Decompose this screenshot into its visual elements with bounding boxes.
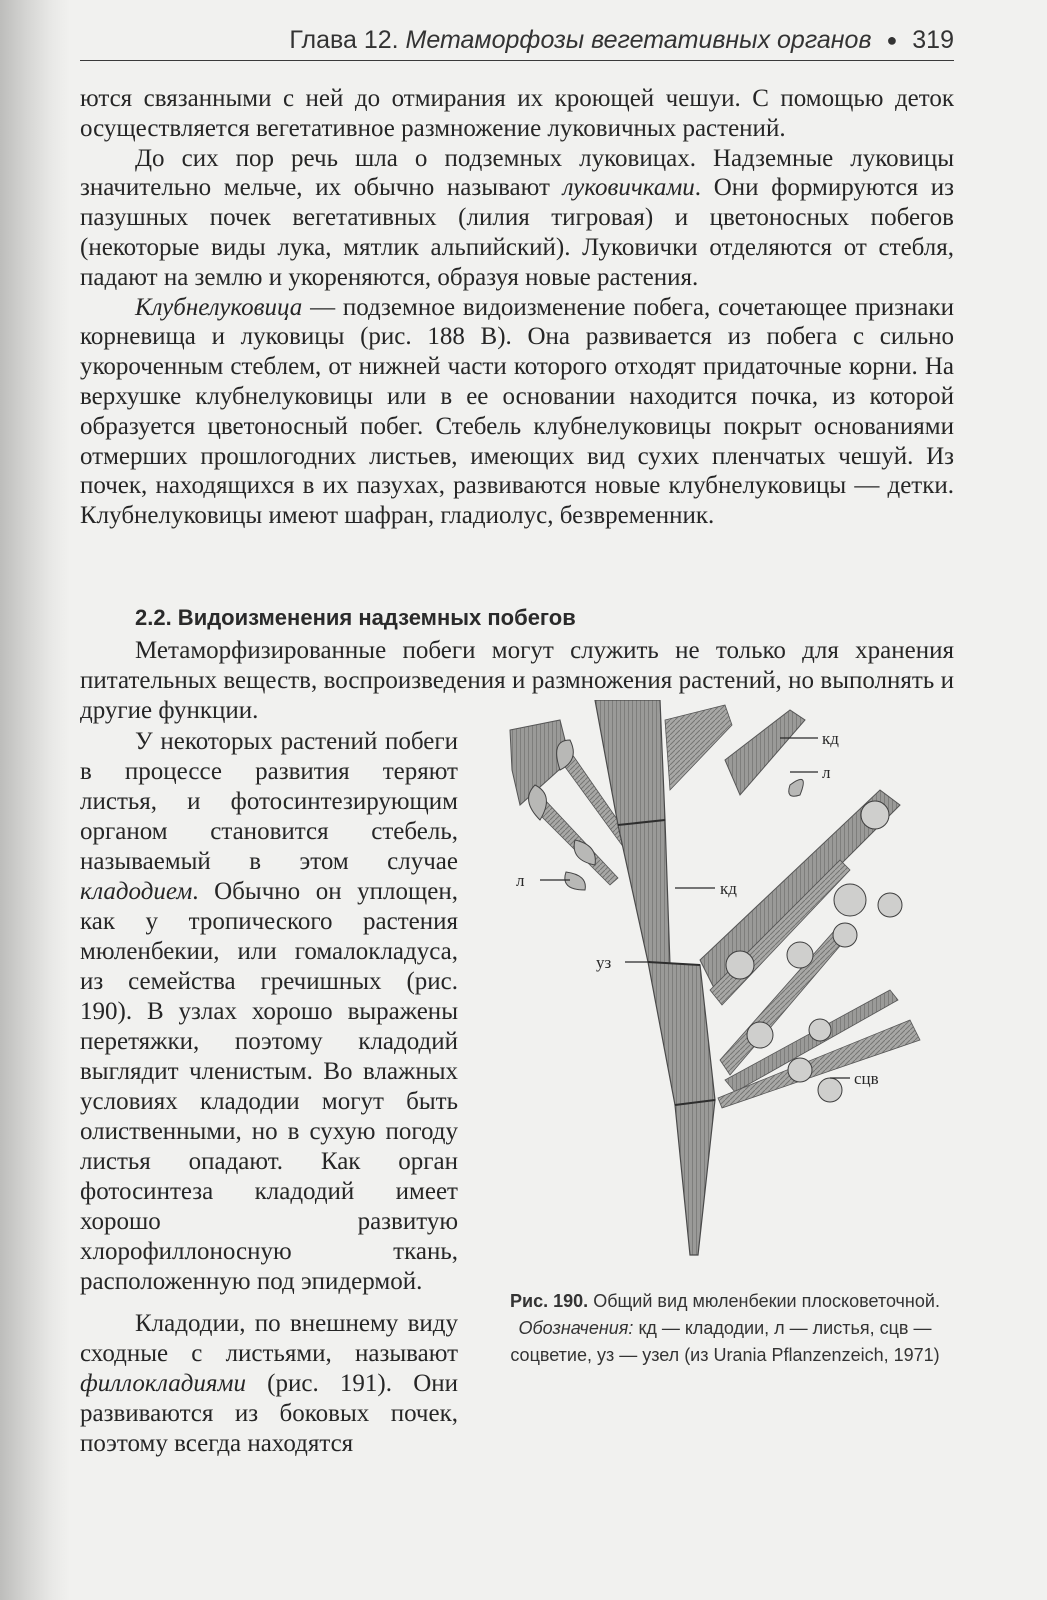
paragraph-2-text-b: . Они формируются из пазушных почек вегетативных (лилия тигровая) и цветоносных побегов (некоторые виды лука, мятлик альпийский). Луковички отделяются от стебля, падают на землю и укореняются, образуя новые растения. [80,174,954,291]
phylloclade-text-b: (рис. 191). Они развиваются из боковых почек, поэтому всегда находятся [80,1370,458,1457]
upper-right-cladode [665,705,732,790]
plant-illustration [500,700,950,1280]
term-lukovichki: луковичками [562,174,695,202]
term-klubnelukovitsa: Клубнелуковица [135,293,303,321]
leaf-3 [574,840,595,865]
main-stem-lower [648,962,715,1105]
figure-caption [495,1288,955,1369]
paragraph-3 [80,293,954,531]
paragraph-3-text: — подземное видоизменение побега, сочетающее признаки корневища и луковицы (рис. 188 В). Она развивается из побега с сильно укороченным стеблем, от нижней части которого отходят придаточные корни. На верхушке клубнелуковицы или в ее основании находится почка, из которой образуется цветоносный побег. Стебель клубнелуковицы покрыт основаниями отмерших прошлогодних листьев, имеющих вид сухих пленчатых чешуй. Из почек, находящихся в их пазухах, развиваются новые клубнелуковицы — детки. Клубнелуковицы имеют шафран, гладиолус, безвременник. [80,293,954,530]
chapter-number: Глава 12. [289,26,399,54]
caption-legend-label: Обозначения: [518,1318,634,1338]
cladode-paragraph [80,727,458,1297]
caption-number: Рис. 190. [510,1291,589,1311]
caption-legend-text: кд — кладодии, л — листья, сцв — соцветие, уз — узел (из Urania Pflanzenzeich, 1971) [510,1318,940,1365]
cladode-text-a: У некоторых растений побеги в процессе развития теряют листья, и фотосинтезирующим органом становится стебель, называемый в этом случае [80,728,458,875]
label-tsv: сцв [854,1069,879,1088]
main-stem-middle [618,820,670,965]
paragraph-2 [80,144,954,293]
left-column-text [80,727,458,1459]
section-heading: 2.2. Видоизменения надземных побегов [135,605,576,630]
paragraph-2-text-a: До сих пор речь шла о подземных луковицах. Надземные луковицы значительно мельче, их обычно называют [80,144,954,202]
running-head [80,20,954,61]
label-l-left: л [516,871,525,890]
label-uz: уз [596,953,612,972]
caption-title-line [495,1288,955,1315]
caption-title: Общий вид мюленбекии плосковеточной. [593,1291,940,1311]
book-spine-shadow [0,0,70,1600]
phylloclade-text-a: Кладодии, по внешнему виду сходные с листьями, называют [80,1310,458,1367]
caption-legend-line [495,1315,955,1369]
label-kd-mid: кд [720,879,737,898]
term-kladodiy: кладодием [80,878,193,905]
phylloclade-paragraph [80,1309,458,1459]
paragraph-1: ются связанными с ней до отмирания их кроющей чешуи. С помощью деток осуществляется вегетативное размножение луковичных растений. [80,85,954,142]
chapter-title: Метаморфозы вегетативных органов [405,26,872,54]
cladode-text-b: . Обычно он уплощен, как у тропического растения мюленбекии, или гомалокладуса, из семейства гречишных (рис. 190). В узлах хорошо выражены перетяжки, поэтому кладодий выглядит членистым. Во влажных условиях кладодии могут быть олиственными, но в сухую погоду листья опадают. Как орган фотосинтеза кладодий имеет хорошо развитую хлорофиллоносную ткань, расположенную под эпидермой. [80,878,458,1295]
leaf-right-1 [789,779,804,796]
leaf-4 [565,872,586,890]
page-number: 319 [912,26,954,54]
term-fillokladiy: филлокладиями [80,1370,246,1397]
body-text [80,84,954,531]
right-top-cladode [725,710,805,795]
figure-190 [500,700,950,1280]
main-stem-base [675,1100,715,1255]
bullet-separator: ● [886,30,898,50]
label-l-top: л [822,763,831,782]
label-kd-top: кд [822,729,839,748]
section-paragraph-1: Метаморфизированные побеги могут служить не только для хранения питательных веществ, воспроизведения и размножения растений, но выполнять и другие функции. [80,637,954,724]
